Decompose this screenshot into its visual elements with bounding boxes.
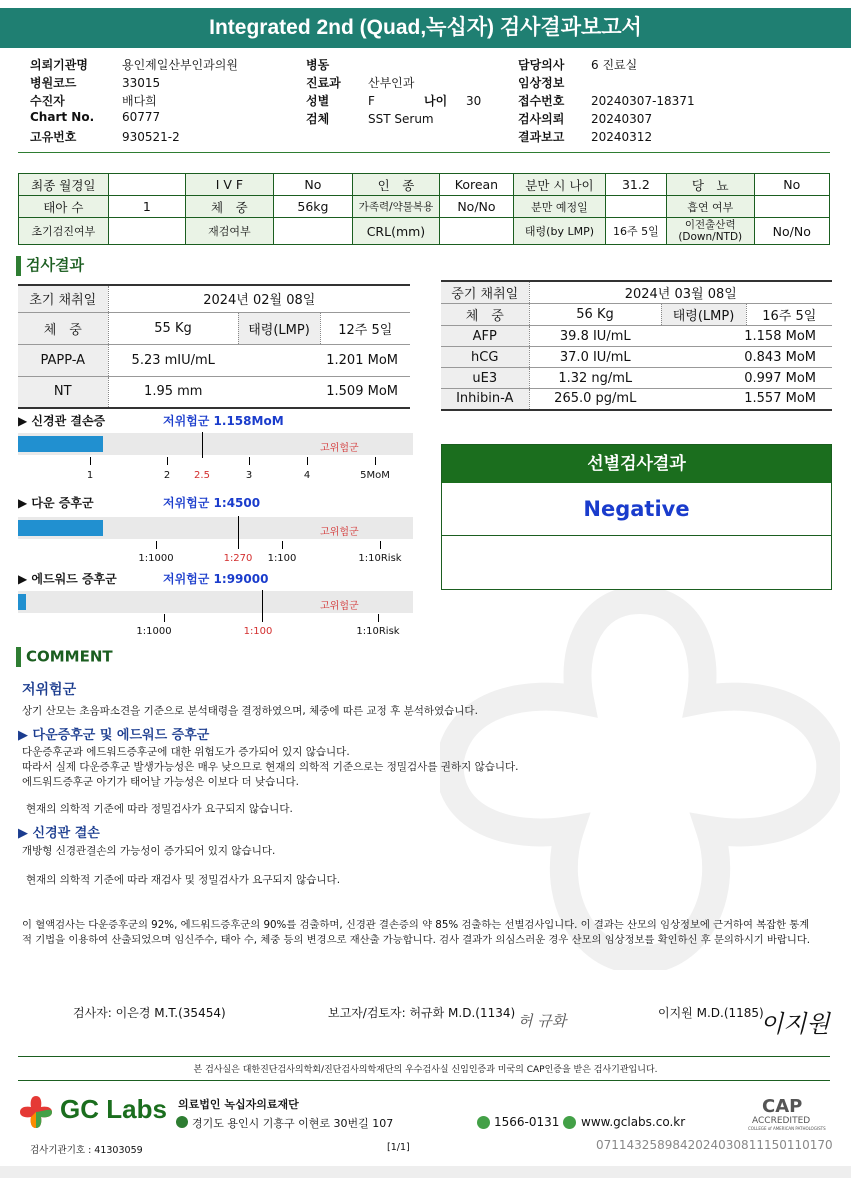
doctor-handwriting: 이지원 (760, 1010, 830, 1038)
pi-label: 재검여부 (186, 218, 274, 245)
down-tick-label: 1:100 (267, 553, 297, 564)
pi-value (605, 196, 666, 218)
first-date-value: 2024년 02월 08일 (108, 285, 410, 312)
label-request-date: 검사의뢰 (518, 112, 565, 126)
heading-bar (16, 647, 21, 667)
down-tick-label: 1:1000 (138, 553, 174, 564)
pi-value: 1 (108, 196, 185, 218)
pi-label: 흡연 여부 (666, 196, 754, 218)
gc-cross-logo-icon (18, 1094, 54, 1130)
afp-value: 39.8 IU/mL (529, 326, 661, 347)
pi-label: 체 중 (186, 196, 274, 218)
table-row (18, 344, 410, 376)
ntd-tick-label: 1 (86, 470, 94, 481)
ntd-tick (90, 457, 91, 465)
down-high-label: 고위험군 (320, 527, 359, 538)
value-unique-no: 930521-2 (122, 130, 180, 144)
website-text[interactable]: www.gclabs.co.kr (581, 1115, 686, 1129)
header-divider (18, 152, 830, 153)
edwards-tick-label: 1:1000 (136, 626, 172, 637)
header-col2 (306, 56, 481, 128)
pi-value: 56kg (273, 196, 352, 218)
pi-value: No (273, 174, 352, 196)
pi-value: 31.2 (605, 174, 666, 196)
down-tick-label: 1:270 (223, 553, 253, 564)
tester-signature: 검사자: 이은경 M.T.(35454) (73, 1006, 226, 1020)
label-unique-no: 고유번호 (30, 130, 77, 144)
second-weight-value: 56 Kg (529, 304, 661, 326)
disclaimer (22, 918, 837, 948)
first-weight-value: 55 Kg (108, 312, 238, 344)
doctor-signature: 이지원 M.D.(1185) (658, 1006, 764, 1020)
results-heading (16, 254, 84, 276)
ntd-tick (167, 457, 168, 465)
nt-value: 1.95 mm (108, 376, 238, 408)
ntd-tick (249, 457, 250, 465)
ue3-mom: 0.997 MoM (661, 368, 832, 389)
value-sex: F (368, 94, 375, 108)
disclaimer-line: 이 혈액검사는 다운증후군의 92%, 에드워드증후군의 90%를 검출하며, 신경관 결손증의 약 85% 검출하는 선별검사입니다. 이 결과는 산모의 임상정보에 근거하여 복잡한 통계 (22, 919, 810, 931)
low-risk-heading: 저위험군 (22, 682, 77, 698)
pi-label: 분만 예정일 (514, 196, 606, 218)
down-tick-label: 1:10Risk (358, 553, 402, 564)
value-age: 30 (466, 94, 482, 108)
label-receipt-no: 접수번호 (518, 94, 565, 108)
label-age: 나이 (424, 94, 448, 108)
pi-value: No/No (439, 196, 513, 218)
home-icon (563, 1116, 576, 1129)
pi-value (108, 174, 185, 196)
first-trimester-table (18, 284, 410, 409)
table-row (18, 376, 410, 408)
barcode-number: 0711432589842024030811150110170 (596, 1138, 833, 1152)
down-result-marker (238, 516, 239, 549)
label-department: 진료과 (306, 76, 341, 90)
footer-divider (18, 1056, 830, 1057)
pi-label: 당 뇨 (666, 174, 754, 196)
down-comment-heading: ▶ 다운증후군 및 에드워드 증후군 (18, 728, 210, 743)
reporter-handwriting: 허 규화 (518, 1012, 567, 1030)
pi-value: No/No (754, 218, 829, 245)
header-col3 (518, 56, 695, 146)
papp-value: 5.23 mIU/mL (108, 344, 238, 376)
ntd-tick (375, 457, 376, 465)
ntd-tick-label: 2 (163, 470, 171, 481)
nt-label: NT (18, 376, 108, 408)
table-row (18, 285, 410, 312)
heading-bar (16, 256, 21, 276)
ntd-high-label: 고위험군 (320, 443, 359, 454)
label-clinical-info: 임상정보 (518, 76, 565, 90)
ntd-tick-label: 5MoM (360, 470, 390, 481)
footer-divider (18, 1080, 830, 1081)
inhibin-label: Inhibin-A (441, 389, 529, 410)
down-comment-text (22, 745, 519, 790)
second-ga-value: 16주 5일 (746, 304, 832, 326)
phone-text: 1566-0131 (494, 1115, 560, 1129)
value-hospital-code: 33015 (122, 76, 161, 90)
nt-mom: 1.509 MoM (238, 376, 410, 408)
edwards-risk-fill (18, 594, 26, 610)
edwards-tick (378, 614, 379, 622)
label-patient: 수진자 (30, 94, 65, 108)
report-title: Integrated 2nd (Quad,녹십자) 검사결과보고서 (0, 8, 851, 48)
gc-labs-logo-text: GC Labs (60, 1094, 167, 1124)
ntd-tick (307, 457, 308, 465)
ntd-risk-title: ▶ 신경관 결손증 (18, 414, 106, 428)
ue3-label: uE3 (441, 368, 529, 389)
hcg-mom: 0.843 MoM (661, 347, 832, 368)
table-row (441, 326, 832, 347)
value-specimen: SST Serum (368, 112, 434, 126)
second-date-label: 중기 채취일 (441, 281, 529, 304)
table-row (441, 304, 832, 326)
hcg-label: hCG (441, 347, 529, 368)
edwards-tick-label: 1:10Risk (356, 626, 400, 637)
comment-line: 다운증후군과 에드워드증후군에 대한 위험도가 증가되어 있지 않습니다. (22, 746, 350, 758)
ntd-tick-label: 4 (303, 470, 311, 481)
address-text: 경기도 용인시 기흥구 이현로 30번길 107 (192, 1117, 394, 1130)
down-tick (156, 541, 157, 549)
pi-value (273, 218, 352, 245)
ntd-comment-text: 개방형 신경관결손의 가능성이 증가되어 있지 않습니다. (22, 845, 276, 857)
second-weight-label: 체 중 (441, 304, 529, 326)
pi-label: 최종 월경일 (19, 174, 109, 196)
screening-result: Negative (442, 483, 831, 536)
afp-label: AFP (441, 326, 529, 347)
pi-value: 16주 5일 (605, 218, 666, 245)
bottom-band (0, 1166, 851, 1178)
value-patient: 배다희 (122, 94, 157, 108)
screening-result-box (441, 444, 832, 590)
label-requester: 의뢰기관명 (30, 58, 88, 72)
table-row (441, 281, 832, 304)
pi-value (108, 218, 185, 245)
institution-number: 검사기관기호 : 41303059 (30, 1145, 143, 1156)
pi-value (439, 218, 513, 245)
table-row (441, 368, 832, 389)
location-icon (176, 1116, 188, 1128)
ntd-tick-label: 3 (245, 470, 253, 481)
pi-value (754, 196, 829, 218)
first-date-label: 초기 채취일 (18, 285, 108, 312)
pi-label: 이전출산력 (Down/NTD) (666, 218, 754, 245)
value-chart-no: 60777 (122, 110, 161, 124)
pi-label: 초기검진여부 (19, 218, 109, 245)
disclaimer-line: 적 기법을 이용하여 산출되었으며 임신주수, 태아 수, 체중 등의 변경으로 재산출 가능합니다. 검사 결과가 의심스러운 경우 산모의 임상정보를 확인하신 후 문의하시기 바랍니다. (22, 934, 811, 946)
phone-icon (477, 1116, 490, 1129)
second-ga-label: 태령(LMP) (661, 304, 746, 326)
down-risk-result: 저위험군 1:4500 (163, 496, 261, 510)
patient-info-row (19, 218, 830, 245)
inhibin-mom: 1.557 MoM (661, 389, 832, 410)
header-info (30, 56, 830, 152)
down-tick (380, 541, 381, 549)
pi-label: CRL(mm) (353, 218, 440, 245)
cap-college-text: COLLEGE of AMERICAN PATHOLOGISTS (748, 1126, 826, 1131)
ue3-value: 1.32 ng/mL (529, 368, 661, 389)
afp-mom: 1.158 MoM (661, 326, 832, 347)
pi-label: I V F (186, 174, 274, 196)
second-trimester-table (441, 280, 832, 411)
down-comment-note: 현재의 의학적 기준에 따라 정밀검사가 요구되지 않습니다. (26, 803, 293, 815)
edwards-tick-label: 1:100 (243, 626, 273, 637)
ntd-result-marker (202, 432, 203, 458)
table-row (441, 389, 832, 410)
pi-label: 가족력/약물복용 (353, 196, 440, 218)
down-risk-fill (18, 520, 103, 536)
label-sex: 성별 (306, 94, 330, 108)
comment-heading (16, 647, 113, 667)
value-department: 산부인과 (368, 76, 415, 90)
label-report-date: 결과보고 (518, 130, 565, 144)
hcg-value: 37.0 IU/mL (529, 347, 661, 368)
first-ga-value: 12주 5일 (320, 312, 410, 344)
value-requester: 용인제일산부인과의원 (122, 58, 238, 72)
label-ward: 병동 (306, 58, 330, 72)
down-tick (282, 541, 283, 549)
ntd-comment-heading: ▶ 신경관 결손 (18, 826, 100, 841)
first-weight-label: 체 중 (18, 312, 108, 344)
ntd-tick-label: 2.5 (194, 470, 210, 481)
ntd-risk-result: 저위험군 1.158MoM (163, 414, 284, 428)
value-doctor: 6 진료실 (591, 58, 638, 72)
table-row (18, 312, 410, 344)
comment-heading-text: COMMENT (26, 647, 113, 666)
down-risk-title: ▶ 다운 증후군 (18, 496, 94, 510)
patient-info-row (19, 174, 830, 196)
label-doctor: 담당의사 (518, 58, 565, 72)
page-number: [1/1] (387, 1142, 410, 1153)
edwards-risk-result: 저위험군 1:99000 (163, 572, 269, 586)
value-report-date: 20240312 (591, 130, 653, 144)
value-receipt-no: 20240307-18371 (591, 94, 695, 108)
inhibin-value: 265.0 pg/mL (529, 389, 661, 410)
comment-line: 에드워드증후군 아기가 태어날 가능성은 이보다 더 낮습니다. (22, 776, 299, 788)
cap-accredited-text: ACCREDITED (752, 1116, 811, 1126)
reporter-signature: 보고자/검토자: 허규화 M.D.(1134) (328, 1006, 516, 1020)
table-row (441, 347, 832, 368)
org-name: 의료법인 녹십자의료재단 (178, 1098, 299, 1111)
low-risk-text: 상기 산모는 초음파소견을 기준으로 분석태령을 결정하였으며, 체중에 따른 교정 후 분석하였습니다. (22, 705, 478, 717)
value-request-date: 20240307 (591, 112, 653, 126)
label-specimen: 검체 (306, 112, 330, 126)
first-ga-label: 태령(LMP) (238, 312, 320, 344)
edwards-high-label: 고위험군 (320, 601, 359, 612)
edwards-risk-title: ▶ 에드워드 증후군 (18, 572, 117, 586)
papp-label: PAPP-A (18, 344, 108, 376)
papp-mom: 1.201 MoM (238, 344, 410, 376)
comment-line: 따라서 실제 다운증후군 발생가능성은 매우 낮으므로 현재의 의학적 기준으로는 정밀검사를 권하지 않습니다. (22, 761, 519, 773)
label-chart-no: Chart No. (30, 110, 95, 124)
results-heading-text: 검사결과 (26, 256, 84, 274)
pi-label: 분만 시 나이 (514, 174, 606, 196)
pi-label: 태령(by LMP) (514, 218, 606, 245)
pi-label: 태아 수 (19, 196, 109, 218)
header-col1 (30, 56, 238, 146)
second-date-value: 2024년 03월 08일 (529, 281, 832, 304)
ntd-comment-note: 현재의 의학적 기준에 따라 재검사 및 정밀검사가 요구되지 않습니다. (26, 874, 341, 886)
edwards-result-marker (262, 590, 263, 622)
patient-info-table (18, 173, 830, 245)
cap-logo-text: CAP (762, 1096, 803, 1117)
ntd-risk-fill (18, 436, 103, 452)
pi-label: 인 종 (353, 174, 440, 196)
patient-info-row (19, 196, 830, 218)
pi-value: Korean (439, 174, 513, 196)
edwards-tick (164, 614, 165, 622)
pi-value: No (754, 174, 829, 196)
accreditation-text: 본 검사실은 대한진단검사의학회/진단검사의학재단의 우수검사실 신임인증과 미국의 CAP인증을 받은 검사기관입니다. (193, 1065, 658, 1075)
screening-title: 선별검사결과 (442, 445, 831, 483)
label-hospital-code: 병원코드 (30, 76, 77, 90)
